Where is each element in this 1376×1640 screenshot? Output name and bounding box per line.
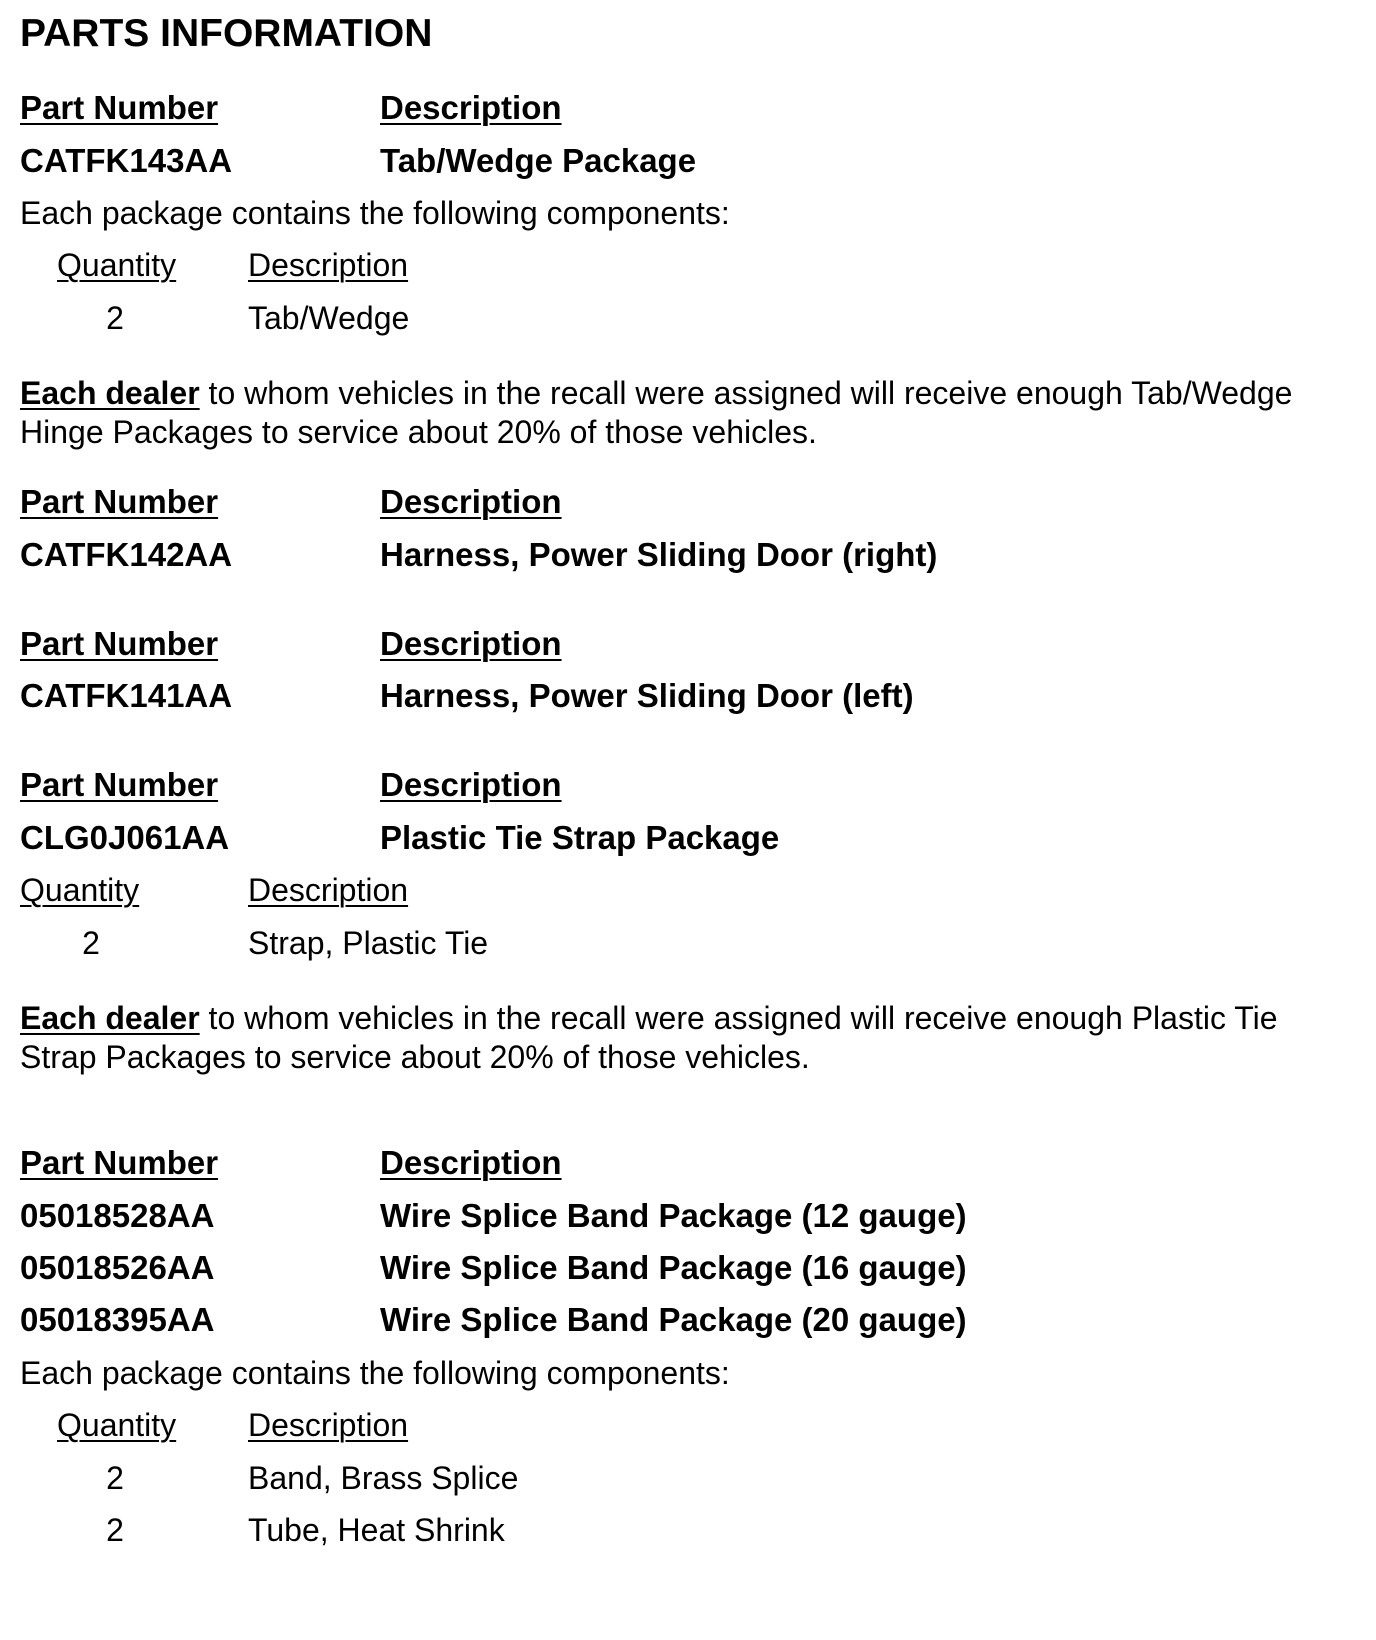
dealer-note <box>20 374 1360 452</box>
description-header: Description <box>380 1144 562 1181</box>
component-quantity: 2 <box>106 300 124 336</box>
description-header: Description <box>380 766 562 803</box>
component-description: Tab/Wedge <box>248 300 410 336</box>
component-description-header: Description <box>248 872 409 908</box>
part-description: Tab/Wedge Package <box>380 142 697 179</box>
part-number-header: Part Number <box>20 483 219 520</box>
part-number: CATFK141AA <box>20 677 233 714</box>
part-description: Plastic Tie Strap Package <box>380 819 780 856</box>
component-quantity: 2 <box>106 1460 124 1496</box>
description-header: Description <box>380 625 562 662</box>
component-quantity: 2 <box>106 1512 124 1548</box>
part-number: 05018526AA <box>20 1249 215 1286</box>
part-number-header: Part Number <box>20 766 219 803</box>
dealer-note-lead: Each dealer <box>20 1000 200 1036</box>
page-title: PARTS INFORMATION <box>20 12 433 55</box>
part-number: CATFK143AA <box>20 142 233 179</box>
dealer-note-text: to whom vehicles in the recall were assigned will receive enough Tab/Wedge Hinge Packages to service about 20% of those vehicles. <box>20 375 1293 450</box>
component-description-header: Description <box>248 1407 409 1443</box>
part-number-header: Part Number <box>20 625 219 662</box>
package-note: Each package contains the following components: <box>20 1355 730 1391</box>
component-description-header: Description <box>248 247 409 283</box>
quantity-header: Quantity <box>57 247 177 283</box>
part-description: Harness, Power Sliding Door (right) <box>380 536 938 573</box>
part-number: 05018528AA <box>20 1197 215 1234</box>
part-number-header: Part Number <box>20 1144 219 1181</box>
component-quantity: 2 <box>82 925 100 961</box>
part-description: Wire Splice Band Package (16 gauge) <box>380 1249 967 1286</box>
part-description: Wire Splice Band Package (20 gauge) <box>380 1301 967 1338</box>
dealer-note-lead: Each dealer <box>20 375 200 411</box>
quantity-header: Quantity <box>20 872 140 908</box>
component-description: Tube, Heat Shrink <box>248 1512 505 1548</box>
quantity-header: Quantity <box>57 1407 177 1443</box>
description-header: Description <box>380 483 562 520</box>
part-number: CLG0J061AA <box>20 819 230 856</box>
component-description: Band, Brass Splice <box>248 1460 519 1496</box>
dealer-note-text: to whom vehicles in the recall were assigned will receive enough Plastic Tie Strap Packages to service about 20% of those vehicles. <box>20 1000 1278 1075</box>
description-header: Description <box>380 89 562 126</box>
part-number-header: Part Number <box>20 89 219 126</box>
component-description: Strap, Plastic Tie <box>248 925 489 961</box>
part-number: 05018395AA <box>20 1301 215 1338</box>
package-note: Each package contains the following components: <box>20 195 730 231</box>
part-description: Harness, Power Sliding Door (left) <box>380 677 914 714</box>
part-description: Wire Splice Band Package (12 gauge) <box>380 1197 967 1234</box>
part-number: CATFK142AA <box>20 536 233 573</box>
dealer-note <box>20 999 1360 1077</box>
